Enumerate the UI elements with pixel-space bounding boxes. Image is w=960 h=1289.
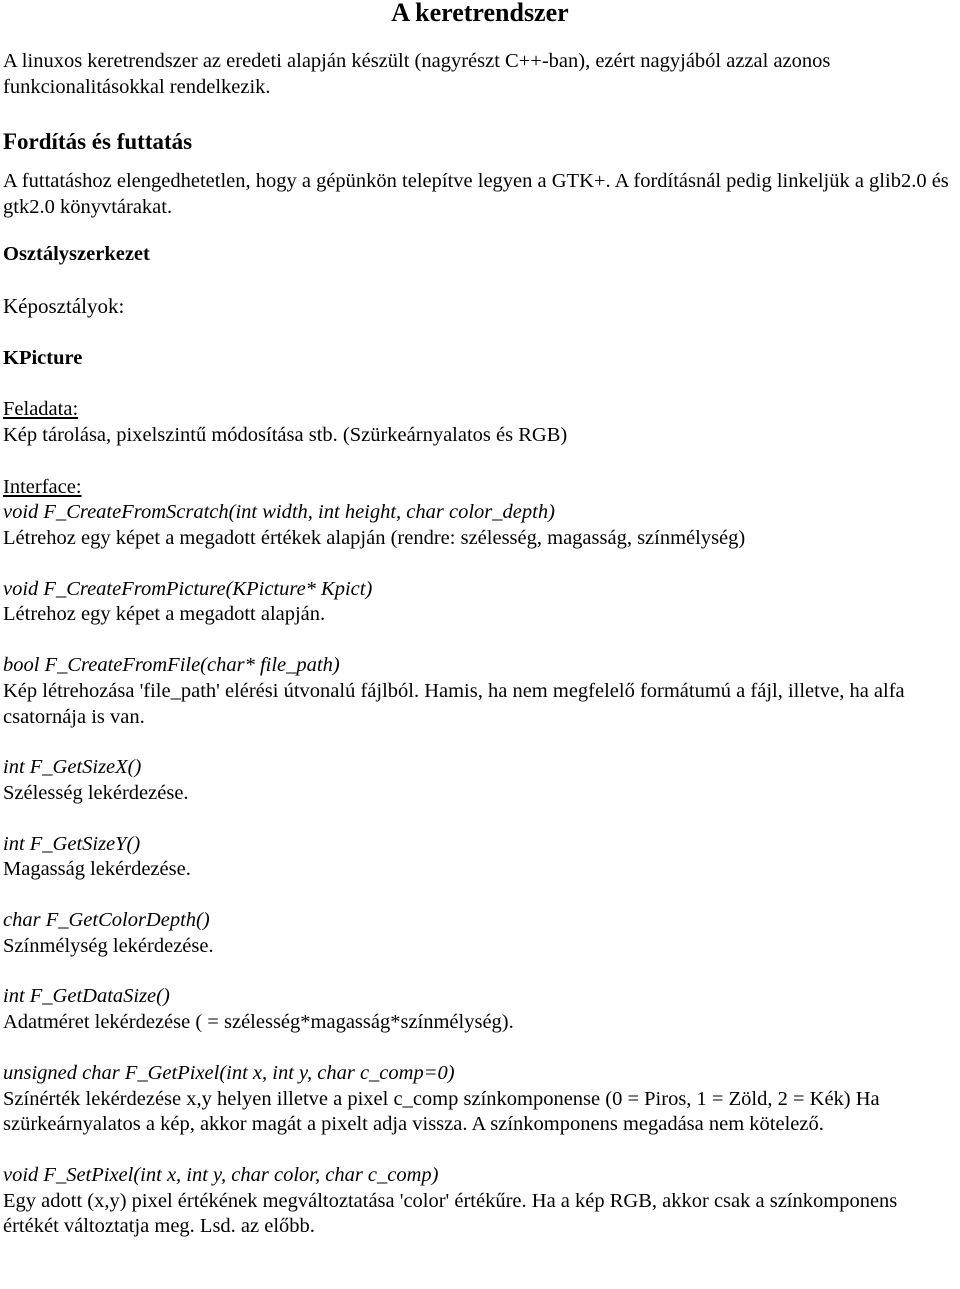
class-name: KPicture bbox=[3, 346, 83, 369]
document-page bbox=[3, 0, 957, 1240]
method-entry bbox=[3, 653, 957, 730]
method-description: Létrehoz egy képet a megadott alapján. bbox=[3, 603, 326, 626]
class-structure-heading: Osztályszerkezet bbox=[3, 242, 150, 265]
method-entry bbox=[3, 908, 957, 959]
method-description: Szélesség lekérdezése. bbox=[3, 781, 189, 804]
method-entry bbox=[3, 832, 957, 883]
method-description: Magasság lekérdezése. bbox=[3, 858, 191, 881]
method-entry bbox=[3, 755, 957, 806]
build-heading: Fordítás és futtatás bbox=[3, 129, 193, 155]
method-description: Kép létrehozása 'file_path' elérési útvonalú fájlból. Hamis, ha nem megfelelő formátumú a fájl, illetve, ha alfa csatornája is van. bbox=[3, 679, 905, 728]
method-entry bbox=[3, 1061, 957, 1138]
image-classes-label: Képosztályok: bbox=[3, 293, 125, 318]
method-signature: void F_CreateFromPicture(KPicture* Kpict) bbox=[3, 577, 373, 600]
method-signature: int F_GetDataSize() bbox=[3, 985, 170, 1008]
method-signature: unsigned char F_GetPixel(int x, int y, char c_comp=0) bbox=[3, 1061, 455, 1084]
interface-label: Interface: bbox=[3, 475, 82, 498]
intro-paragraph: A linuxos keretrendszer az eredeti alapján készült (nagyrészt C++-ban), ezért nagyjából azzal azonos funkcionalitásokkal rendelkezik. bbox=[3, 50, 831, 98]
method-description: Egy adott (x,y) pixel értékének megváltoztatása 'color' értékűre. Ha a kép RGB, akkor csak a színkomponens értékét változtatja meg. Lsd. az előbb. bbox=[3, 1189, 898, 1238]
build-paragraph: A futtatáshoz elengedhetetlen, hogy a gépünkön telepítve legyen a GTK+. A fordításnál pedig linkeljük a glib2.0 és gtk2.0 könyvtárakat. bbox=[3, 170, 949, 219]
method-signature: void F_CreateFromScratch(int width, int height, char color_depth) bbox=[3, 501, 555, 524]
method-description: Színmélység lekérdezése. bbox=[3, 934, 214, 957]
method-signature: int F_GetSizeY() bbox=[3, 832, 141, 855]
method-entry bbox=[3, 577, 957, 628]
method-entry bbox=[3, 984, 957, 1035]
task-text: Kép tárolása, pixelszintű módosítása stb. (Szürkeárnyalatos és RGB) bbox=[3, 423, 568, 446]
method-signature: int F_GetSizeX() bbox=[3, 756, 142, 779]
method-description: Adatméret lekérdezése ( = szélesség*magasság*színmélység). bbox=[3, 1011, 514, 1034]
method-signature: void F_SetPixel(int x, int y, char color, char c_comp) bbox=[3, 1163, 439, 1186]
method-signature: bool F_CreateFromFile(char* file_path) bbox=[3, 654, 340, 677]
page-title: A keretrendszer bbox=[391, 0, 569, 27]
task-label: Feladata: bbox=[3, 398, 79, 421]
method-description: Színérték lekérdezése x,y helyen illetve a pixel c_comp színkomponense (0 = Piros, 1 = Zöld, 2 = Kék) Ha szürkeárnyalatos a kép, akkor magát a pixelt adja vissza. A színkomponens megadása nem kötelező. bbox=[3, 1087, 880, 1136]
method-signature: char F_GetColorDepth() bbox=[3, 909, 210, 932]
method-entry bbox=[3, 500, 957, 551]
method-description: Létrehoz egy képet a megadott értékek alapján (rendre: szélesség, magasság, színmélység) bbox=[3, 527, 746, 550]
method-entry bbox=[3, 1163, 957, 1240]
